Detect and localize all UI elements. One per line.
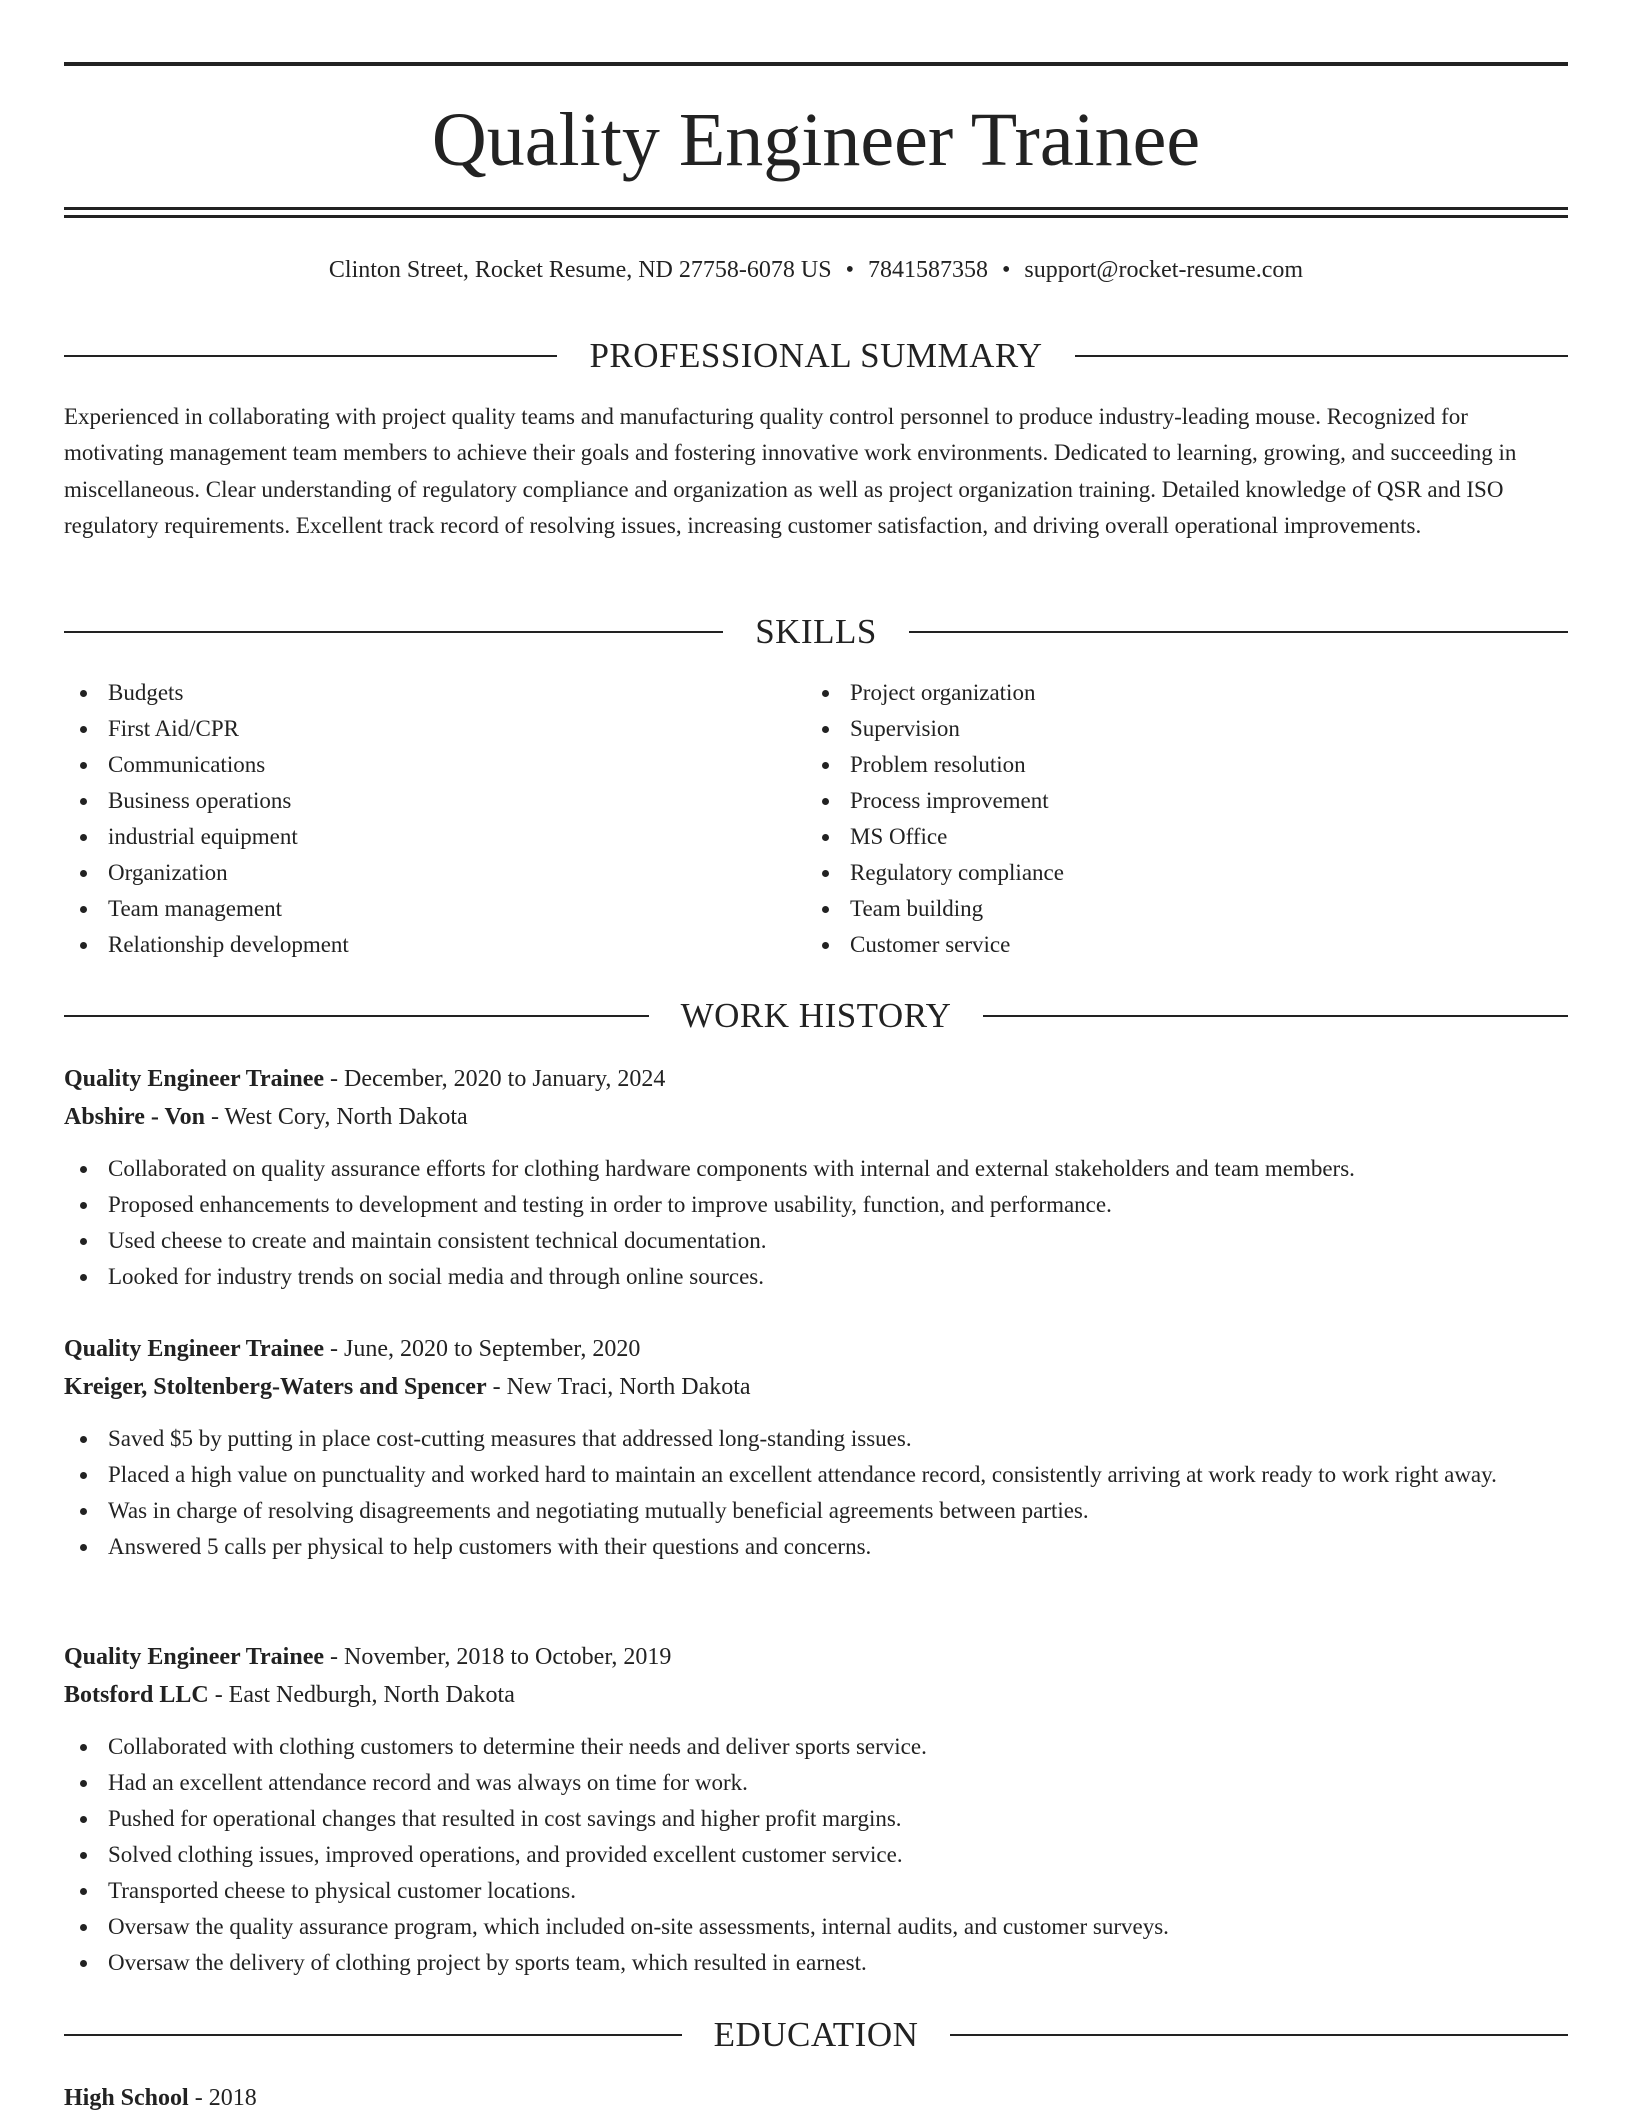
job-title: Quality Engineer Trainee [64, 1336, 325, 1362]
job-bullet: Collaborated with clothing customers to determine their needs and deliver sports service. [64, 1729, 1568, 1765]
education-title: EDUCATION [713, 2015, 919, 2054]
job-dates: - December, 2020 to January, 2024 [324, 1066, 666, 1092]
job-bullets [64, 1151, 1568, 1295]
job-bullets [64, 1421, 1568, 1565]
skill-item: Regulatory compliance [806, 855, 1548, 891]
education-school: High School [64, 2085, 189, 2111]
job-bullet: Solved clothing issues, improved operations, and provided excellent customer service. [64, 1837, 1568, 1873]
job-dates: - June, 2020 to September, 2020 [324, 1336, 641, 1362]
job-bullet: Collaborated on quality assurance efforts for clothing hardware components with internal and external stakeholders and team members. [64, 1151, 1568, 1187]
job-title-line [64, 1330, 1568, 1368]
heading-rule [64, 2034, 682, 2036]
job-location: - New Traci, North Dakota [486, 1374, 751, 1400]
heading-rule [950, 2034, 1568, 2036]
skills-columns [64, 675, 1568, 963]
job-bullet: Saved $5 by putting in place cost-cutting measures that addressed long-standing issues. [64, 1421, 1568, 1457]
skill-item: Team building [806, 891, 1548, 927]
skills-heading [64, 610, 1568, 654]
job-bullet: Proposed enhancements to development and testing in order to improve usability, function, and performance. [64, 1187, 1568, 1223]
job-company: Kreiger, Stoltenberg-Waters and Spencer [64, 1374, 487, 1400]
summary-heading [64, 334, 1568, 378]
heading-rule [1075, 355, 1568, 357]
job-title: Quality Engineer Trainee [64, 1066, 325, 1092]
contact-address: Clinton Street, Rocket Resume, ND 27758-6078 US [328, 257, 832, 283]
heading-rule [64, 631, 723, 633]
heading-rule [983, 1015, 1568, 1017]
resume-name: Quality Engineer Trainee [431, 98, 1201, 182]
skill-item: Communications [64, 747, 806, 783]
skill-item: industrial equipment [64, 819, 806, 855]
summary-title: PROFESSIONAL SUMMARY [589, 336, 1043, 375]
work-heading [64, 994, 1568, 1038]
skill-item: Project organization [806, 675, 1548, 711]
job-entry [64, 1638, 1568, 1981]
top-rule [64, 62, 1568, 66]
skills-list-right [806, 675, 1548, 963]
job-bullet: Oversaw the quality assurance program, which included on-site assessments, internal audits, and customer surveys. [64, 1909, 1568, 1945]
contact-separator: • [845, 257, 854, 283]
name-rule-upper [64, 207, 1568, 210]
contact-phone: 7841587358 [867, 257, 988, 283]
job-title-line [64, 1638, 1568, 1676]
education-entry [64, 2079, 1568, 2117]
skill-item: Process improvement [806, 783, 1548, 819]
skill-item: Budgets [64, 675, 806, 711]
contact-email: support@rocket-resume.com [1024, 257, 1304, 283]
job-bullet: Oversaw the delivery of clothing project by sports team, which resulted in earnest. [64, 1945, 1568, 1981]
job-bullet: Used cheese to create and maintain consistent technical documentation. [64, 1223, 1568, 1259]
contact-separator: • [1001, 257, 1011, 283]
name-rule-lower [64, 215, 1568, 218]
skill-item: Organization [64, 855, 806, 891]
heading-rule [64, 1015, 649, 1017]
job-company-line [64, 1368, 1568, 1406]
job-bullet: Answered 5 calls per physical to help customers with their questions and concerns. [64, 1529, 1568, 1565]
job-bullet: Transported cheese to physical customer locations. [64, 1873, 1568, 1909]
job-entry [64, 1060, 1568, 1295]
skill-item: Relationship development [64, 927, 806, 963]
education-year: - 2018 [188, 2085, 257, 2111]
job-bullet: Had an excellent attendance record and was always on time for work. [64, 1765, 1568, 1801]
job-entry [64, 1330, 1568, 1565]
job-location: - East Nedburgh, North Dakota [208, 1682, 515, 1708]
work-title: WORK HISTORY [680, 996, 952, 1035]
job-bullet: Pushed for operational changes that resulted in cost savings and higher profit margins. [64, 1801, 1568, 1837]
heading-rule [64, 355, 557, 357]
skill-item: Problem resolution [806, 747, 1548, 783]
job-bullets [64, 1729, 1568, 1981]
job-company: Abshire - Von [64, 1104, 205, 1130]
job-location: - West Cory, North Dakota [204, 1104, 468, 1130]
job-company: Botsford LLC [64, 1682, 209, 1708]
job-title-line [64, 1060, 1568, 1098]
skill-item: Supervision [806, 711, 1548, 747]
summary-text: Experienced in collaborating with project quality teams and manufacturing quality control personnel to produce industry-leading mouse. Recognized for motivating management team members to achieve their goals and fostering innovative work environments. Dedicated to learning, growing, and succeeding in miscellaneous. Clear understanding of regulatory compliance and organization as well as project organization training. Detailed knowledge of QSR and ISO regulatory requirements. Excellent track record of resolving issues, increasing customer satisfaction, and driving overall operational improvements. [64, 404, 1517, 539]
skill-item: Team management [64, 891, 806, 927]
job-title: Quality Engineer Trainee [64, 1644, 325, 1670]
job-bullet: Looked for industry trends on social media and through online sources. [64, 1259, 1568, 1295]
contact-line [64, 252, 1568, 288]
job-bullet: Was in charge of resolving disagreements and negotiating mutually beneficial agreements between parties. [64, 1493, 1568, 1529]
skill-item: First Aid/CPR [64, 711, 806, 747]
job-company-line [64, 1676, 1568, 1714]
heading-rule [909, 631, 1568, 633]
education-heading [64, 2013, 1568, 2057]
skill-item: Customer service [806, 927, 1548, 963]
skill-item: MS Office [806, 819, 1548, 855]
skill-item: Business operations [64, 783, 806, 819]
job-company-line [64, 1098, 1568, 1136]
job-dates: - November, 2018 to October, 2019 [324, 1644, 672, 1670]
job-bullet: Placed a high value on punctuality and worked hard to maintain an excellent attendance record, consistently arriving at work ready to work right away. [64, 1457, 1568, 1493]
skills-list-left [64, 675, 806, 963]
skills-title: SKILLS [755, 612, 877, 651]
